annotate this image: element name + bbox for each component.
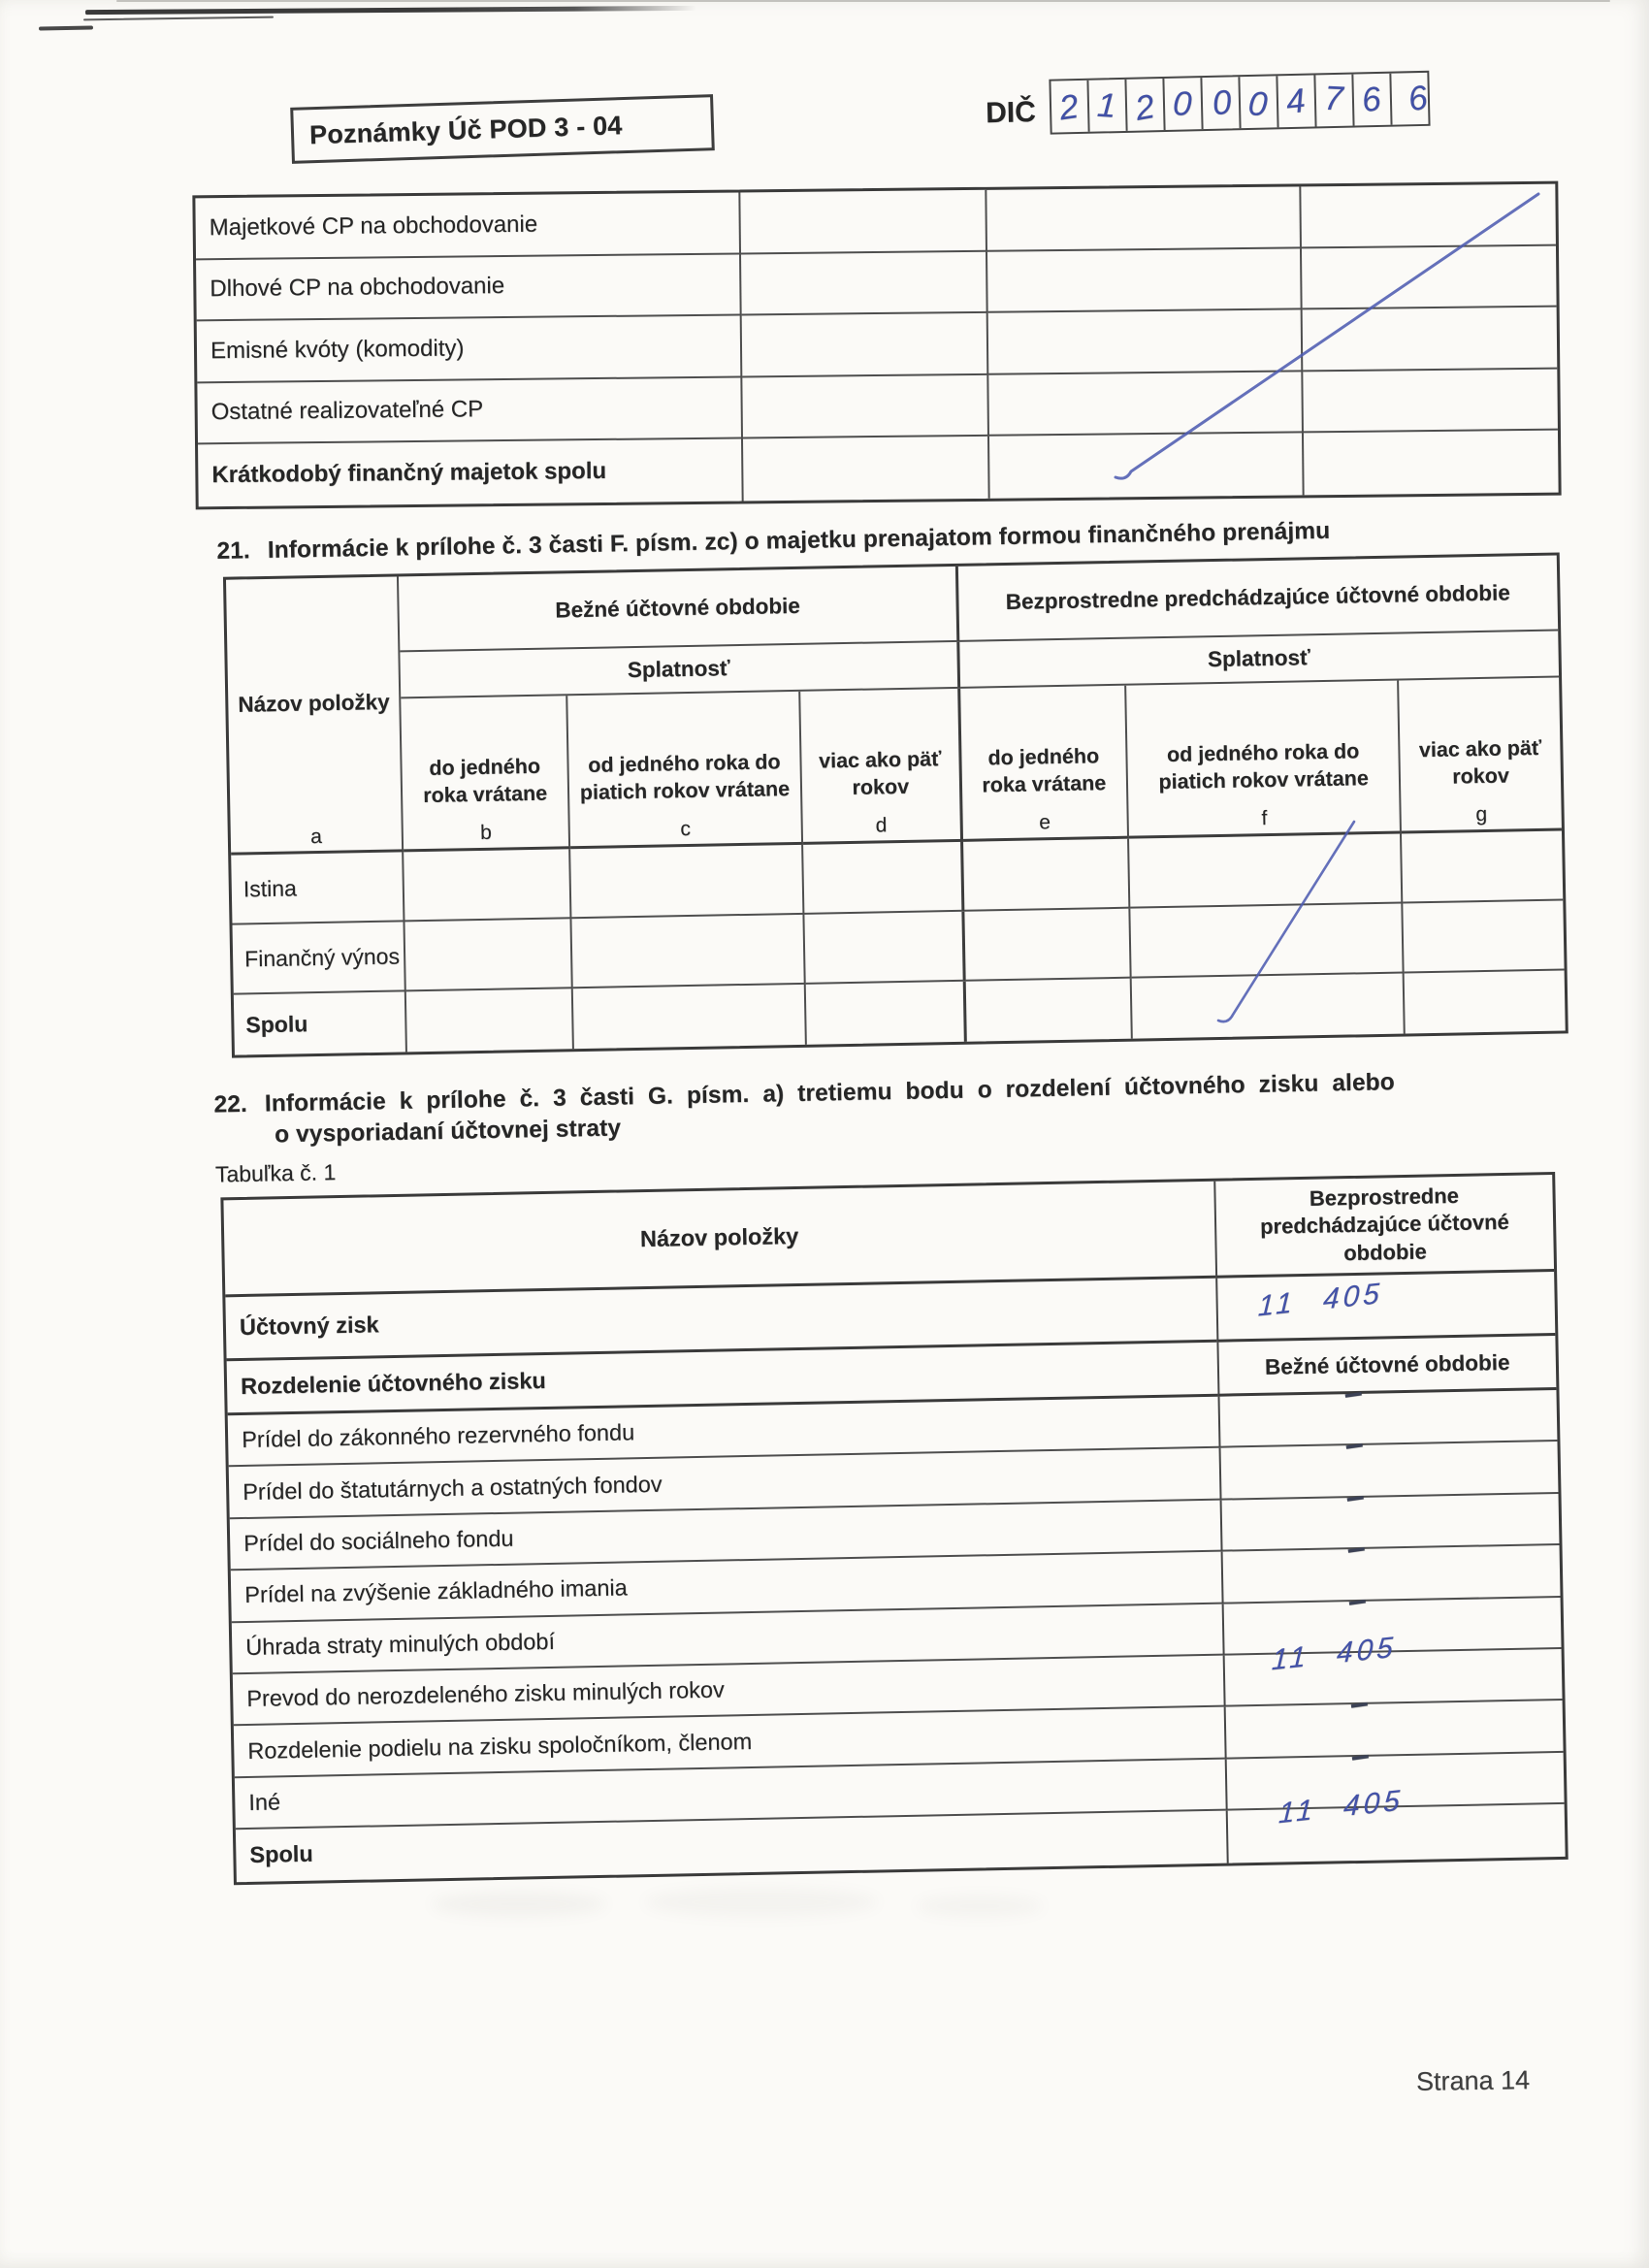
column-letter-f: f <box>1261 806 1268 829</box>
value-cell <box>1222 1631 1562 1707</box>
section21-heading-text: Informácie k prílohe č. 3 časti F. písm. zc) o majetku prenajatom formou finančného prenájmu <box>267 517 1331 564</box>
table-row-label <box>196 254 742 321</box>
securities-table <box>192 181 1561 509</box>
header-splatnost-previous: Splatnosť <box>959 632 1559 689</box>
empty-cell <box>743 374 989 438</box>
row-label-financny-vynos: Finančný výnos <box>233 922 407 994</box>
dic-label: DIČ <box>985 96 1037 130</box>
handwritten-dash: – <box>1343 1476 1368 1516</box>
header-bezne-obdobie: Bežné účtovné obdobie <box>399 567 959 653</box>
empty-cell <box>742 313 988 377</box>
column-letter-g: g <box>1475 802 1488 826</box>
empty-cell <box>1404 900 1565 973</box>
empty-cell <box>406 988 574 1052</box>
empty-cell <box>573 985 807 1049</box>
subheader-bezne-obdobie: Bežné účtovné obdobie <box>1216 1336 1556 1397</box>
scan-scratch-mark <box>85 6 696 15</box>
header-col-b <box>402 696 570 852</box>
header-text: od jedného roka do piatich rokov vrátane <box>579 749 791 804</box>
value-cell <box>1219 1476 1559 1552</box>
empty-cell <box>989 433 1305 498</box>
section22-number: 22. <box>213 1090 248 1118</box>
value-cell <box>1215 1272 1556 1343</box>
row-label-text: Dlhové CP na obchodovanie <box>210 273 505 303</box>
header-splatnost-current: Splatnosť <box>401 642 960 699</box>
scan-smudge <box>432 1892 606 1917</box>
page-number: Strana 14 <box>1415 2065 1531 2096</box>
handwritten-dash: – <box>1347 1684 1372 1724</box>
dic-cell <box>1277 75 1316 127</box>
dic-cell <box>1315 75 1354 127</box>
header-text: viac ako päť rokov <box>1418 735 1542 789</box>
dic-cell <box>1164 78 1203 130</box>
header-text: od jedného roka do piatich rokov vrátane <box>1158 738 1369 794</box>
empty-cell <box>1130 904 1405 979</box>
empty-cell <box>988 309 1304 374</box>
header-bezprostredne-obdobie: Bezprostredne predchádzajúce účtovné obdobie <box>1213 1175 1554 1279</box>
handwritten-value: 11 405 <box>1271 1631 1398 1677</box>
section22-heading-line1: Informácie k prílohe č. 3 časti G. písm. a) tretiemu bodu o rozdelení účtovného zisku alebo <box>264 1069 1396 1118</box>
empty-cell <box>806 982 967 1045</box>
scan-smudge <box>645 1888 878 1917</box>
table-row-label <box>197 315 743 382</box>
handwritten-dash: – <box>1342 1373 1366 1413</box>
header-text: Názov položky <box>238 690 390 718</box>
empty-cell <box>570 845 804 919</box>
header-col-d <box>800 689 962 845</box>
scan-smudge <box>917 1895 1043 1917</box>
header-text: do jedného roka vrátane <box>423 754 548 807</box>
row-label-rozdelenie-zisku: Rozdelenie účtovného zisku <box>227 1343 1218 1416</box>
empty-cell <box>571 915 805 988</box>
handwritten-digit: 6 <box>1359 79 1384 119</box>
dic-cell <box>1391 73 1431 125</box>
empty-cell <box>1302 308 1557 372</box>
table-row-label-total <box>198 438 744 505</box>
row-label: Rozdelenie podielu na zisku spoločníkom, členom <box>234 1707 1224 1778</box>
empty-cell <box>1302 245 1557 309</box>
handwritten-digit: 6 <box>1406 78 1431 118</box>
empty-cell <box>803 842 964 915</box>
column-letter-a: a <box>309 825 323 849</box>
value-cell <box>1223 1684 1563 1759</box>
dic-cell <box>1353 74 1392 126</box>
empty-cell <box>804 912 965 985</box>
row-label-text: Majetkové CP na obchodovanie <box>209 211 538 241</box>
row-label: Iné <box>235 1759 1225 1830</box>
handwritten-value: 11 405 <box>1257 1277 1384 1323</box>
empty-cell <box>987 248 1303 313</box>
row-label: Prídel do sociálneho fondu <box>230 1500 1220 1571</box>
empty-cell <box>1405 970 1566 1033</box>
empty-cell <box>1132 974 1406 1039</box>
empty-cell <box>965 979 1133 1042</box>
form-title: Poznámky Úč POD 3 - 04 <box>308 110 623 149</box>
row-label-istina: Istina <box>231 852 405 924</box>
header-nazov-polozky <box>226 576 404 855</box>
column-letter-e: e <box>1038 810 1051 834</box>
handwritten-dash: – <box>1348 1735 1373 1775</box>
row-label-text: Ostatné realizovateľné CP <box>210 396 484 426</box>
handwritten-dash: – <box>1345 1580 1370 1620</box>
header-col-f <box>1126 681 1402 839</box>
handwritten-digit: 1 <box>1096 85 1118 125</box>
column-letter-b: b <box>479 821 492 844</box>
header-nazov-polozky: Názov položky <box>223 1182 1214 1298</box>
empty-cell <box>741 251 987 315</box>
dic-field <box>985 71 1430 136</box>
value-cell <box>1217 1373 1557 1448</box>
empty-cell <box>963 839 1131 912</box>
section22-heading-line2: o vysporiadaní účtovnej straty <box>274 1115 622 1149</box>
form-title-box <box>290 94 715 164</box>
dic-digit-grid <box>1049 71 1430 135</box>
header-text: do jedného roka vrátane <box>982 743 1107 796</box>
handwritten-dash: – <box>1344 1529 1369 1569</box>
section-21 <box>216 513 1584 1058</box>
empty-cell <box>741 190 987 254</box>
handwritten-digit: 0 <box>1211 82 1234 122</box>
row-label-spolu: Spolu <box>234 991 407 1054</box>
value-cell <box>1218 1425 1558 1500</box>
row-label-text: Emisné kvóty (komodity) <box>210 335 465 364</box>
value-cell <box>1225 1784 1565 1863</box>
handwritten-dash: – <box>1342 1425 1367 1465</box>
empty-cell <box>743 437 989 501</box>
column-letter-c: c <box>680 817 692 840</box>
empty-cell <box>1303 369 1558 433</box>
empty-cell <box>405 919 573 991</box>
profit-distribution-table <box>220 1172 1568 1885</box>
dic-cell <box>1202 77 1241 129</box>
column-letter-d: d <box>875 813 888 837</box>
header-col-c <box>567 692 803 849</box>
empty-cell <box>1129 834 1404 909</box>
header-bezprostredne-obdobie: Bezprostredne predchádzajúce účtovné obdobie <box>957 556 1558 642</box>
finance-lease-table <box>223 553 1568 1058</box>
empty-cell <box>1301 184 1556 248</box>
handwritten-value: 11 405 <box>1277 1784 1405 1831</box>
scan-scratch-mark <box>39 26 93 31</box>
handwritten-digit: 4 <box>1284 81 1308 121</box>
row-label-spolu: Spolu <box>249 1841 313 1868</box>
handwritten-digit: 7 <box>1323 79 1344 117</box>
row-label: Prídel do štatutárnych a ostatných fondov <box>229 1448 1219 1519</box>
row-label: Prídel do zákonného rezervného fondu <box>228 1397 1218 1468</box>
table-caption: Tabuľka č. 1 <box>214 1159 337 1187</box>
row-label: Prevod do nerozdeleného zisku minulých rokov <box>233 1656 1223 1727</box>
empty-cell <box>988 372 1304 437</box>
table-row-label <box>195 192 741 259</box>
scan-edge-line <box>116 0 1610 2</box>
handwritten-digit: 0 <box>1246 83 1270 124</box>
row-label-uctovny-zisk: Účtovný zisk <box>225 1279 1216 1362</box>
section-22 <box>213 1066 1586 1885</box>
handwritten-digit: 2 <box>1056 86 1082 127</box>
header-col-e <box>960 686 1129 842</box>
scan-scratch-mark <box>83 16 274 21</box>
row-label-text: Krátkodobý finančný majetok spolu <box>211 457 607 488</box>
empty-cell <box>1402 831 1563 904</box>
dic-cell <box>1051 81 1089 133</box>
empty-cell <box>1304 431 1559 495</box>
dic-cell <box>1240 76 1278 128</box>
table-row-label <box>197 377 743 444</box>
header-text: viac ako päť rokov <box>818 746 942 799</box>
empty-cell <box>964 909 1132 982</box>
dic-cell <box>1126 79 1165 131</box>
row-label: Prídel na zvýšenie základného imania <box>231 1552 1221 1623</box>
row-label: Úhrada straty minulých období <box>232 1604 1222 1674</box>
handwritten-digit: 0 <box>1172 83 1193 123</box>
header-col-g <box>1399 678 1561 834</box>
value-cell <box>1220 1529 1560 1620</box>
empty-cell <box>986 186 1302 251</box>
section21-number: 21. <box>216 537 251 565</box>
handwritten-digit: 2 <box>1132 86 1158 128</box>
empty-cell <box>404 849 572 922</box>
dic-cell <box>1088 80 1127 132</box>
